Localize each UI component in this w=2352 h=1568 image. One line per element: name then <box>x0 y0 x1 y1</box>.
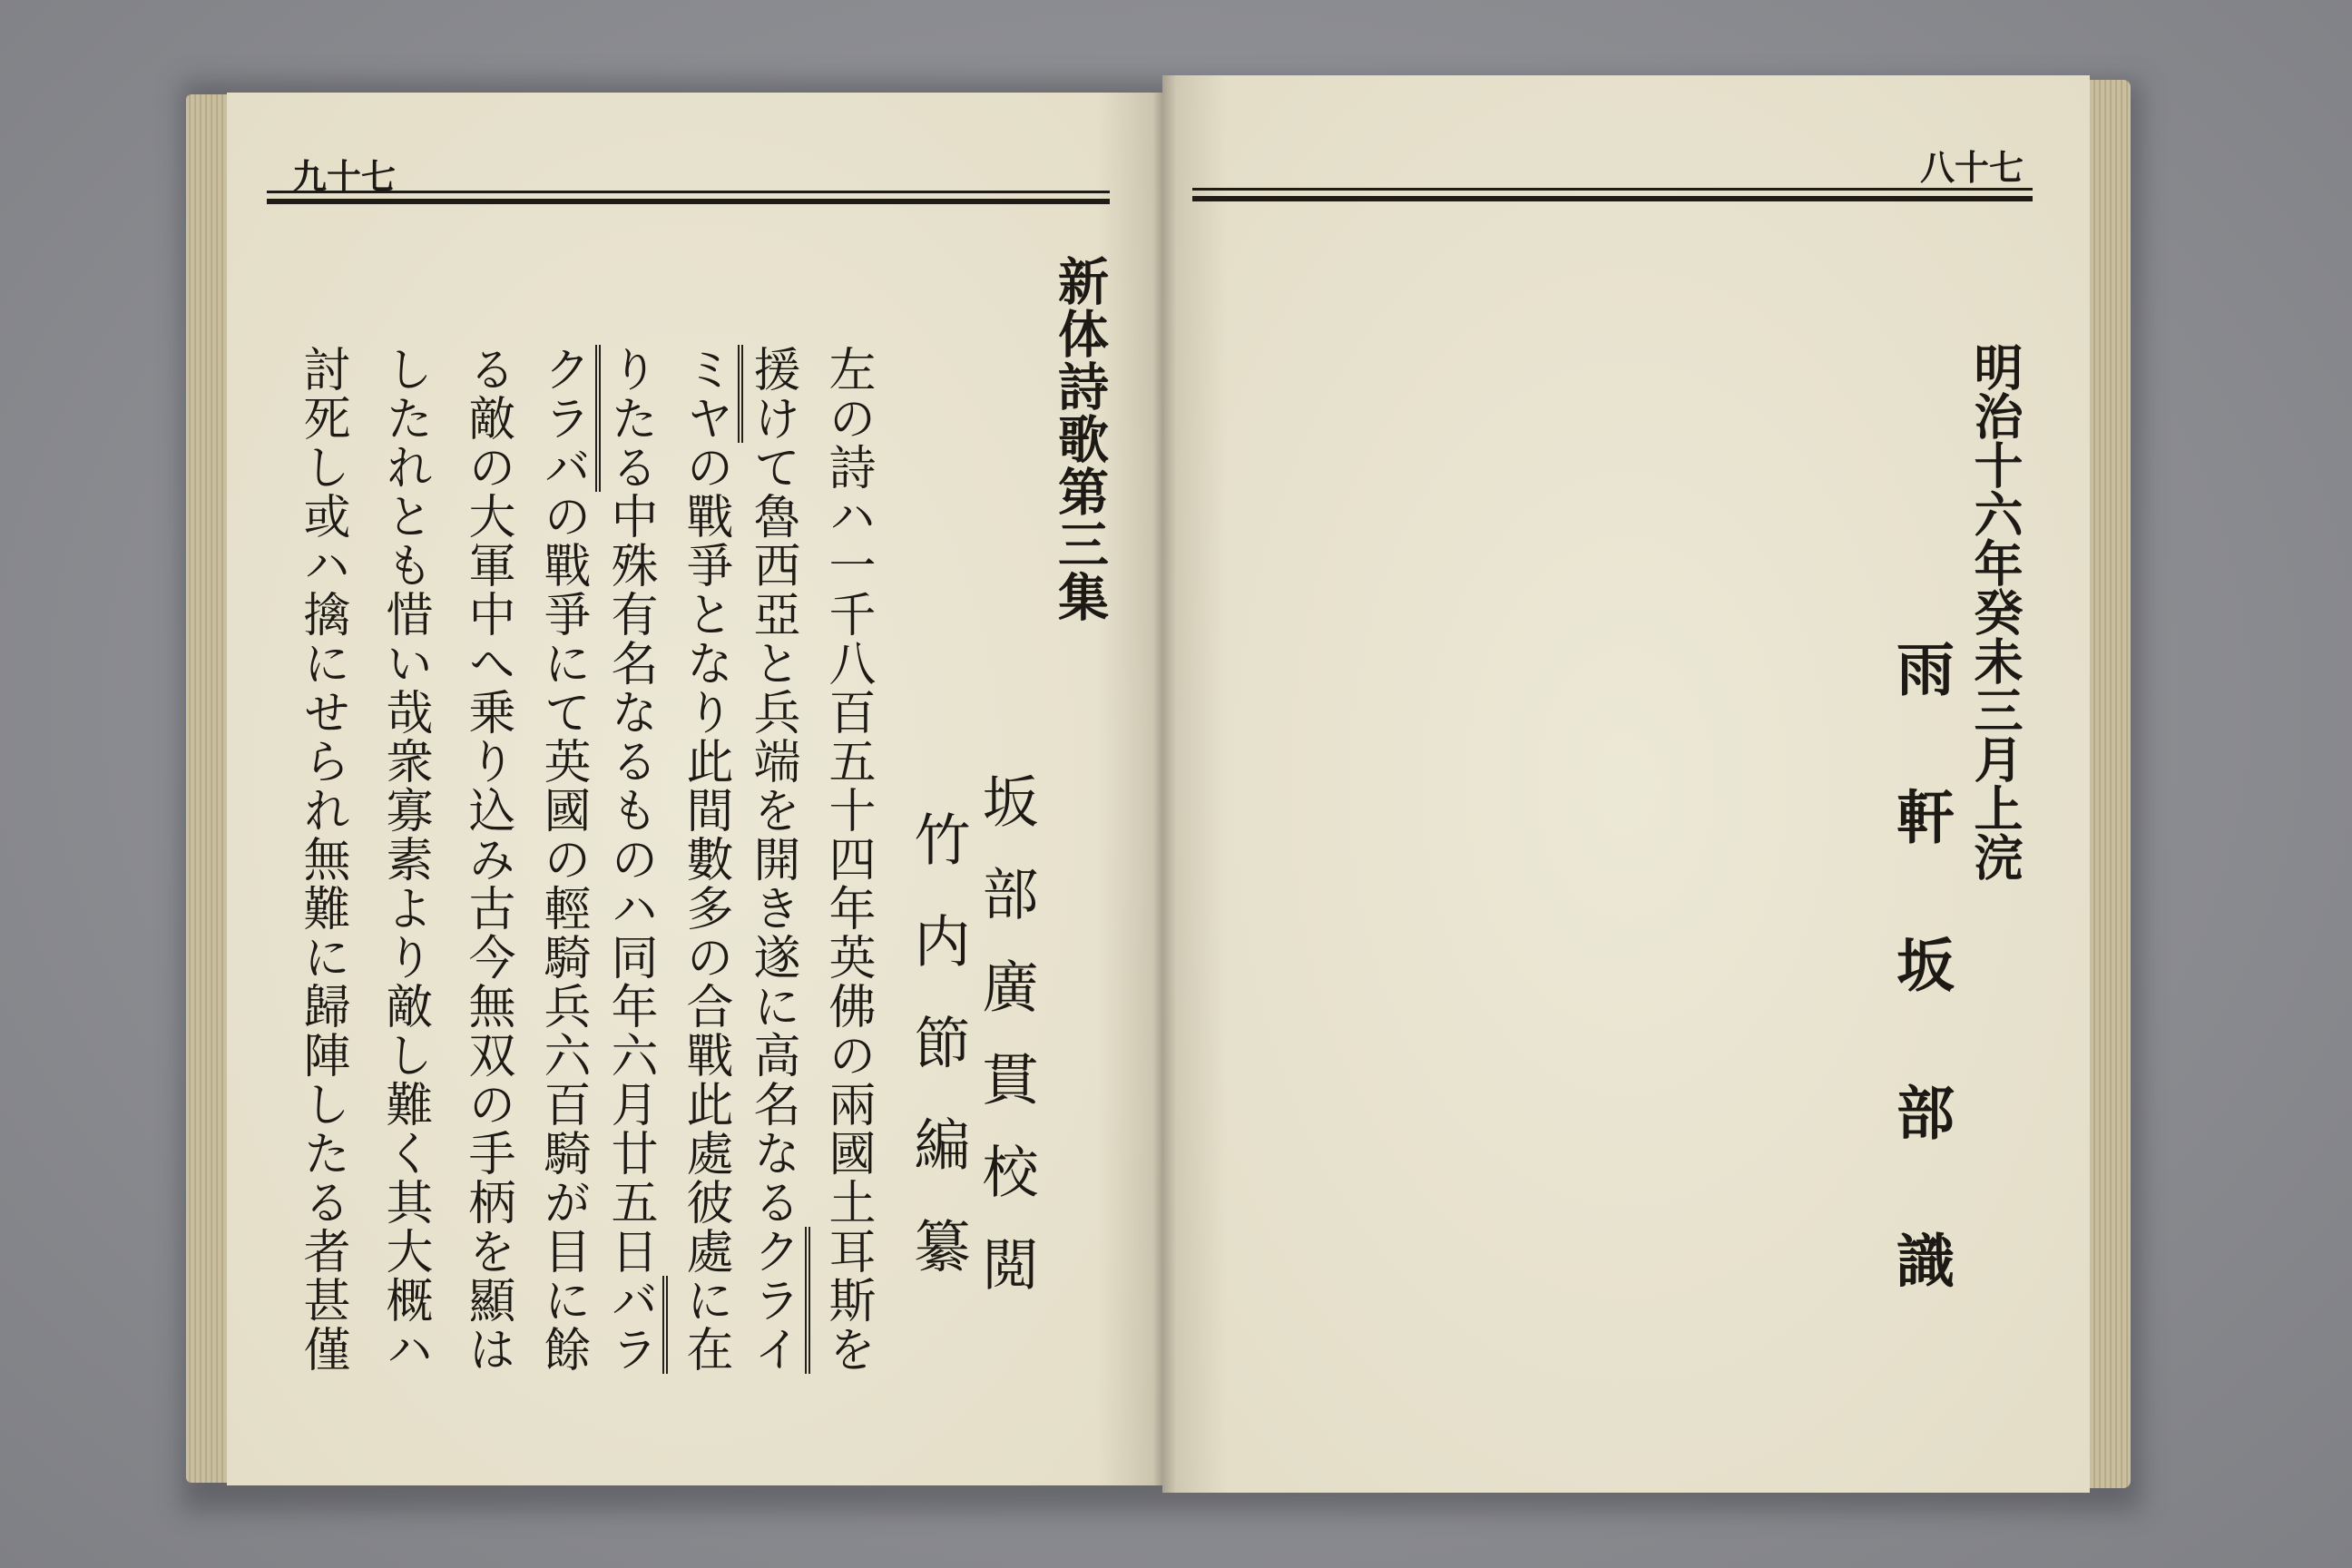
left-page-number: 九十七 <box>292 156 397 197</box>
preface-date: 明治十六年癸未三月上浣 <box>1966 342 2024 881</box>
body-text-segment: る敵の大軍中へ乗り込み古今無双の手柄を顯は <box>460 345 514 1374</box>
body-text-segment: 討死し或ハ擒にせられ無難に歸陣したる者甚僅 <box>295 345 349 1374</box>
body-text-segment: の戰爭となり此間數多の合戰此處彼處に在 <box>678 443 732 1374</box>
page-stack-edge-right <box>2085 80 2131 1488</box>
proper-noun-marked: バラ <box>603 1276 668 1374</box>
body-column-7 <box>377 345 432 1374</box>
body-column-5 <box>535 345 590 1374</box>
right-page-number: 八十七 <box>1920 147 2024 188</box>
collection-title: 新体詩歌第三集 <box>1050 255 1110 623</box>
page-stack-edge-left <box>186 94 230 1483</box>
author-signature: 雨軒坂部識 <box>1886 639 1955 1378</box>
left-header-rule <box>267 191 1110 204</box>
body-column-3 <box>678 345 732 1374</box>
body-column-4 <box>603 345 657 1374</box>
body-text-segment: の戰爭にて英國の輕騎兵六百騎が目に餘 <box>535 492 590 1374</box>
body-column-1 <box>820 345 875 1374</box>
body-column-8 <box>295 345 349 1374</box>
proper-noun-marked: クラバ <box>535 345 601 492</box>
right-header-rule <box>1192 188 2033 201</box>
proper-noun-marked: クライ <box>745 1227 810 1374</box>
body-column-6 <box>460 345 514 1374</box>
body-column-2 <box>745 345 799 1374</box>
editor-credit: 竹内節編纂 <box>905 810 971 1318</box>
body-text-segment: りたる中殊有名なるものハ同年六月廿五日 <box>603 345 657 1276</box>
reviser-credit: 坂部廣貫校閲 <box>973 772 1039 1328</box>
body-text-segment: 左の詩ハ一千八百五十四年英佛の兩國土耳斯を <box>820 345 875 1374</box>
right-page <box>1162 75 2090 1493</box>
body-text-segment: 援けて魯西亞と兵端を開き遂に高名なる <box>745 345 799 1227</box>
proper-noun-marked: ミヤ <box>678 345 743 443</box>
body-text-segment: したれとも惜い哉衆寡素より敵し難く其大概ハ <box>377 345 432 1374</box>
left-page <box>227 93 1162 1485</box>
